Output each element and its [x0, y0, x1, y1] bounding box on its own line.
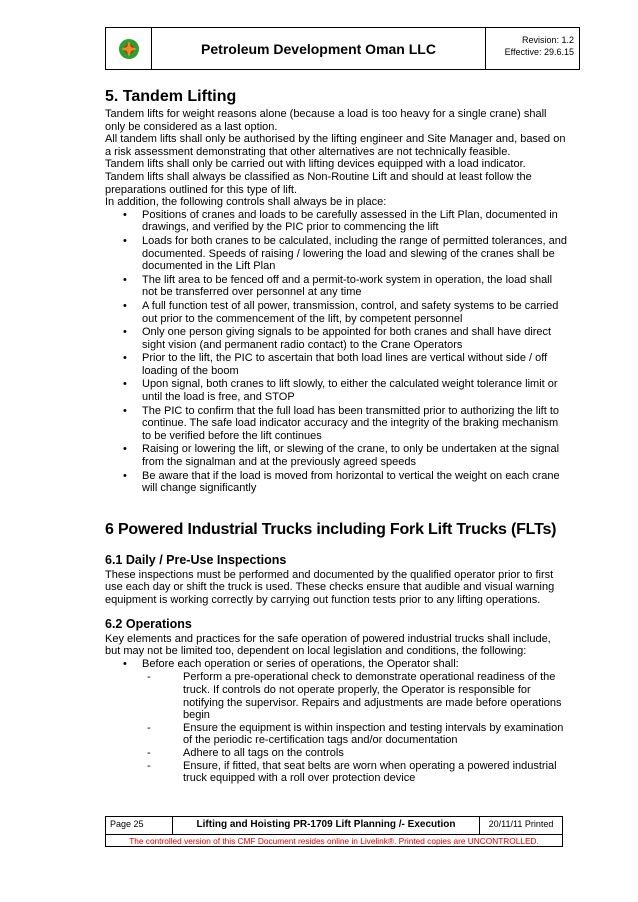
- list-item: • Upon signal, both cranes to lift slowly, to either the calculated weight tolerance limit or until the load is free, and STOP: [105, 378, 567, 403]
- section-5-heading: 5. Tandem Lifting: [105, 88, 237, 105]
- list-item: • Loads for both cranes to be calculated, including the range of permitted tolerances, and documented. Speeds of raising / lowering the load and slewing of the cranes shall be documented in the Lift Plan: [105, 235, 567, 273]
- list-item: - Ensure the equipment is within inspection and testing intervals by examination of the periodic re-certification tags and/or documentation: [105, 722, 567, 747]
- revision-info: [486, 28, 579, 69]
- list-item: • Raising or lowering the lift, or slewing of the crane, to only be undertaken at the signal from the signalman and at the previously agreed speeds: [105, 443, 567, 468]
- section-6-heading: 6 Powered Industrial Trucks including Fork Lift Trucks (FLTs): [105, 520, 557, 538]
- print-date: 20/11/11 Printed: [488, 819, 554, 829]
- list-item: • The lift area to be fenced off and a permit-to-work system in operation, the load shall not be transferred over personnel at any time: [105, 274, 567, 299]
- section-6-2-heading: 6.2 Operations: [105, 616, 192, 631]
- list-item: • A full function test of all power, transmission, control, and safety systems to be carried out prior to the commencement of the lift, by competent personnel: [105, 300, 567, 325]
- paragraph: All tandem lifts shall only be authorised by the lifting engineer and Site Manager and, based on a risk assessment demonstrating that other alternatives are not technically feasible.: [105, 133, 566, 158]
- paragraph: In addition, the following controls shall always be in place:: [105, 196, 387, 209]
- document-title: Lifting and Hoisting PR-1709 Lift Planning /- Execution: [173, 817, 480, 834]
- section-6-1-heading: 6.1 Daily / Pre-Use Inspections: [105, 552, 287, 567]
- tandem-controls-list: [105, 209, 567, 495]
- operator-duties-list: [105, 671, 567, 784]
- effective-date: Effective: 29.6.15: [504, 47, 574, 57]
- paragraph: Tandem lifts shall always be classified as Non-Routine Lift and should at least follow the preparations outlined for this type of lift.: [105, 170, 532, 196]
- paragraph: These inspections must be performed and documented by the qualified operator prior to first use each day or shift the truck is used. These checks ensure that audible and visual warning equipment is working correctly by carrying out function tests prior to any lifting operations.: [105, 568, 555, 606]
- page-number: Page 25: [106, 817, 173, 834]
- list-item: • Be aware that if the load is moved from horizontal to vertical the weight on each crane will change significantly: [105, 470, 567, 495]
- company-name: Petroleum Development Oman LLC: [152, 28, 486, 69]
- list-item: • Before each operation or series of operations, the Operator shall:: [105, 658, 567, 671]
- pdo-logo: [106, 28, 152, 69]
- list-item: - Perform a pre-operational check to demonstrate operational readiness of the truck. If controls do not operate properly, the Operator is responsible for notifying the supervisor. Repairs and adjustments are made before operations begin: [105, 671, 567, 721]
- paragraph: Tandem lifts for weight reasons alone (because a load is too heavy for a single crane) shall only be considered as a last option.: [105, 108, 547, 133]
- revision: Revision: 1.2: [521, 35, 574, 45]
- list-item: • Only one person giving signals to be appointed for both cranes and shall have direct sight vision (and permanent radio contact) to the Crane Operators: [105, 326, 567, 351]
- document-body: [105, 88, 567, 785]
- uncontrolled-notice: The controlled version of this CMF Document resides online in Livelink®. Printed copies are UNCONTROLLED.: [129, 836, 539, 846]
- list-item: - Ensure, if fitted, that seat belts are worn when operating a powered industrial truck equipped with a roll over protection device: [105, 760, 567, 785]
- paragraph: Tandem lifts shall only be carried out with lifting devices equipped with a load indicator.: [105, 158, 526, 171]
- list-item: - Adhere to all tags on the controls: [105, 747, 567, 760]
- list-item: • Positions of cranes and loads to be carefully assessed in the Lift Plan, documented in drawings, and verified by the PIC prior to commencing the lift: [105, 209, 567, 234]
- operations-list: [105, 658, 567, 671]
- page-header: [105, 27, 580, 70]
- list-item: • Prior to the lift, the PIC to ascertain that both load lines are vertical without side / off loading of the boom: [105, 352, 567, 377]
- page-footer: [105, 816, 563, 847]
- list-item: • The PIC to confirm that the full load has been transmitted prior to authorizing the lift to continue. The safe load indicator accuracy and the integrity of the braking mechanism to be verified before the lift continues: [105, 405, 567, 443]
- paragraph: Key elements and practices for the safe operation of powered industrial trucks shall include, but may not be limited too, dependent on local legislation and conditions, the following:: [105, 632, 551, 658]
